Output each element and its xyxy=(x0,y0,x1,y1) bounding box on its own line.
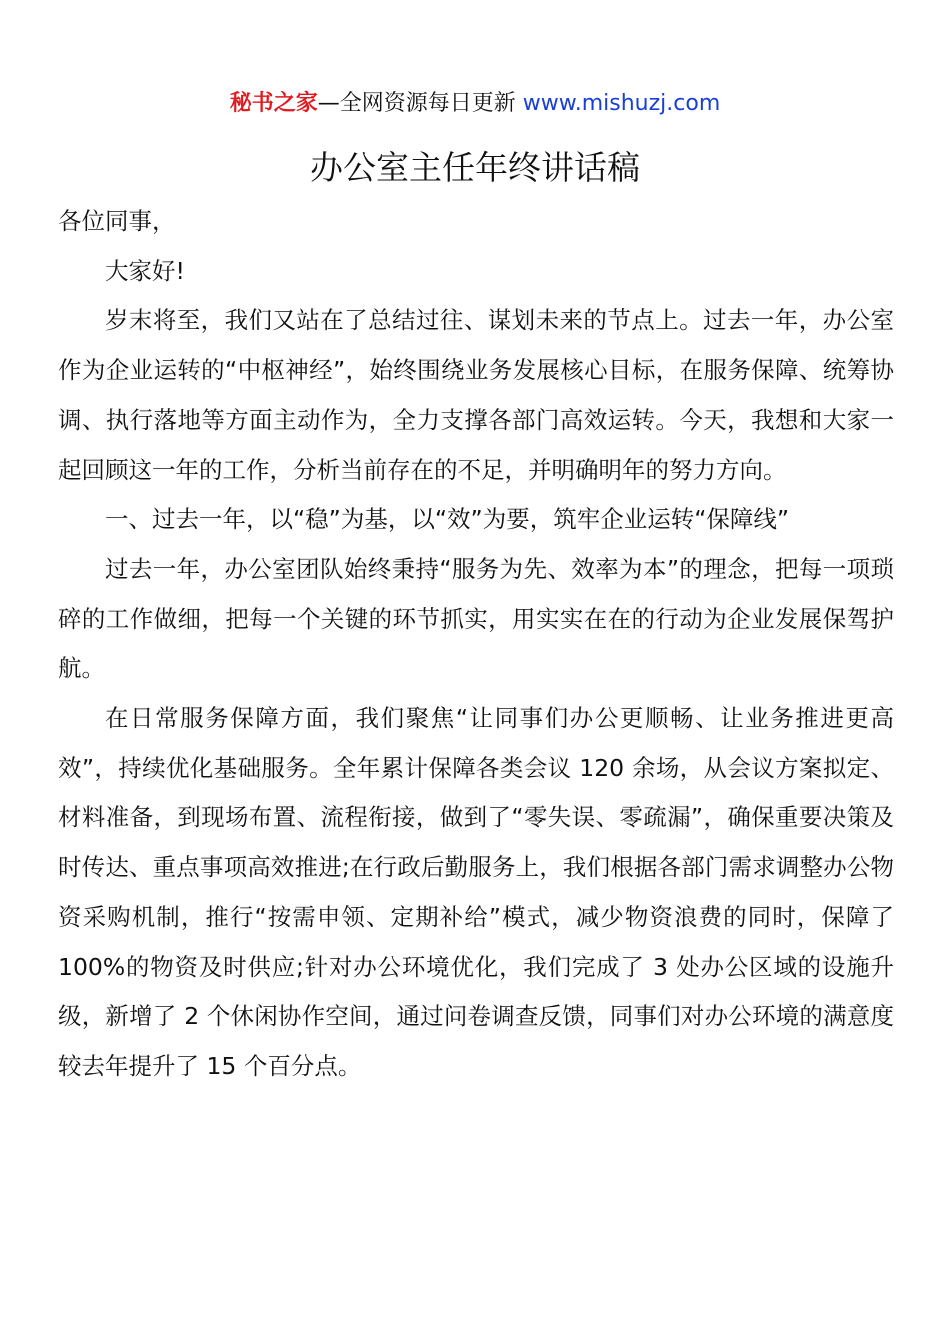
section-heading: 一、过去一年，以“稳”为基，以“效”为要，筑牢企业运转“保障线” xyxy=(105,505,790,534)
site-header xyxy=(0,88,950,120)
document-title: 办公室主任年终讲话稿 xyxy=(310,148,640,187)
body-paragraph: 岁末将至，我们又站在了总结过往、谋划未来的节点上。过去一年，办公室作为企业运转的“中枢神经”，始终围绕业务发展核心目标，在服务保障、统筹协调、执行落地等方面主动作为，全力支撑各部门高效运转。今天，我想和大家一起回顾这一年的工作，分析当前存在的不足，并明确明年的努力方向。 xyxy=(58,306,894,484)
site-url-link[interactable]: www.mishuzj.com xyxy=(522,91,721,116)
brand-name: 秘书之家 xyxy=(229,91,318,116)
body-paragraph: 过去一年，办公室团队始终秉持“服务为先、效率为本”的理念，把每一项琐碎的工作做细，把每一个关键的环节抓实，用实实在在的行动为企业发展保驾护航。 xyxy=(58,554,894,683)
header-tagline: —全网资源每日更新 xyxy=(317,91,516,116)
greeting: 大家好! xyxy=(105,256,185,285)
body-paragraph: 在日常服务保障方面，我们聚焦“让同事们办公更顺畅、让业务推进更高效”，持续优化基础服务。全年累计保障各类会议 120 余场，从会议方案拟定、材料准备，到现场布置、流程衔接，做到了“零失误、零疏漏”，确保重要决策及时传达、重点事项高效推进;在行政后勤服务上，我们根据各部门需求调整办公物资采购机制，推行“按需申领、定期补给”模式，减少物资浪费的同时，保障了 100%的物资及时供应;针对办公环境优化，我们完成了 3 处办公区域的设施升级，新增了 2 个休闲协作空间，通过问卷调查反馈，同事们对办公环境的满意度较去年提升了 15 个百分点。 xyxy=(58,704,894,1080)
salutation: 各位同事， xyxy=(58,207,176,235)
document-body xyxy=(58,197,894,1092)
